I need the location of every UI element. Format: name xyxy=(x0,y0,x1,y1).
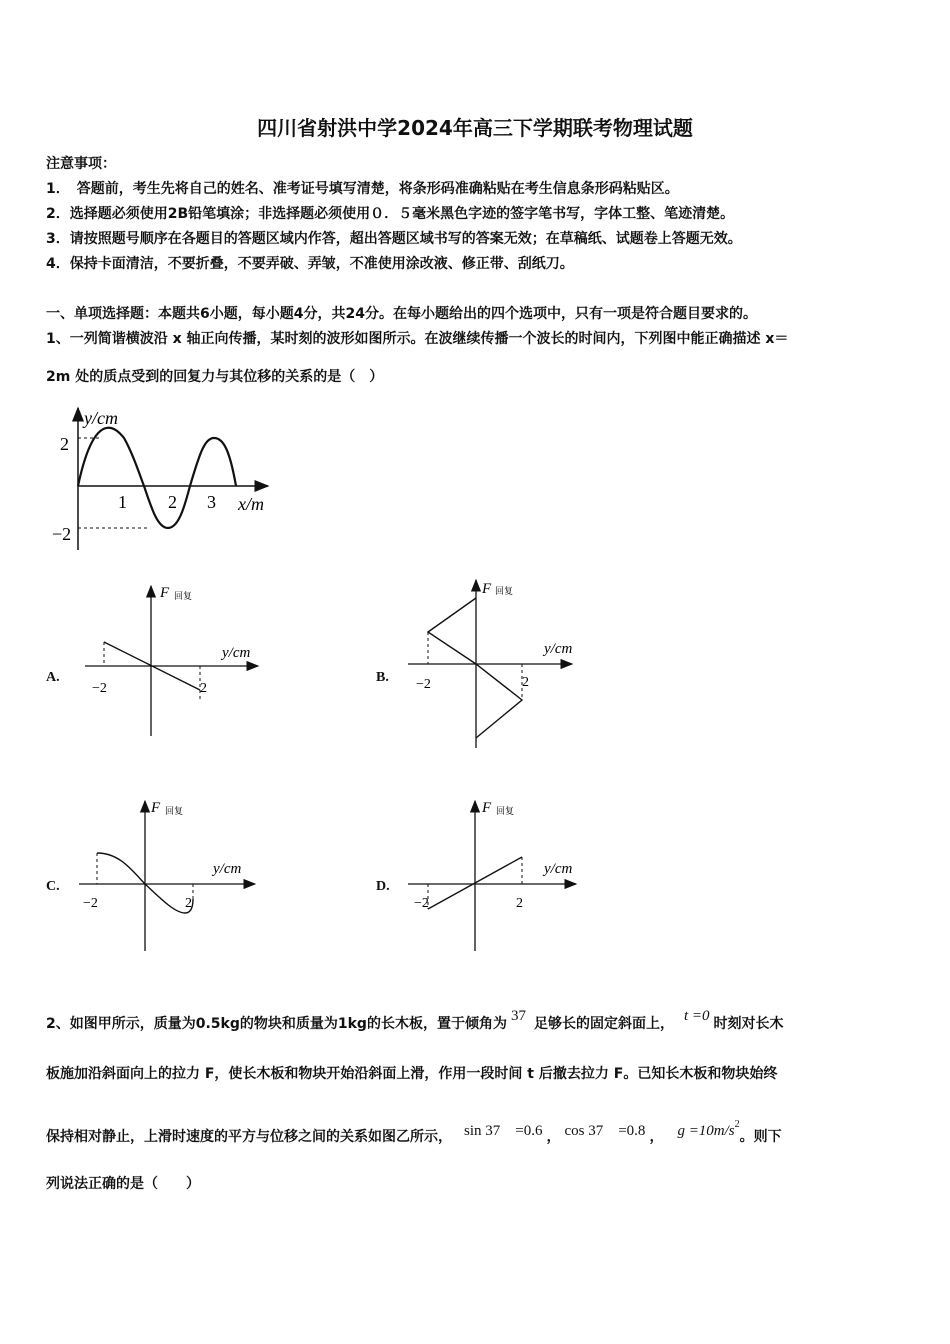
question-2-line-4: 列说法正确的是（ ） xyxy=(46,1176,200,1192)
option-d-graph[interactable] xyxy=(400,795,590,955)
svg-text:2: 2 xyxy=(522,675,529,690)
svg-text:y/cm: y/cm xyxy=(544,641,573,657)
section-heading: 一、单项选择题：本题共6小题，每小题4分，共24分。在每小题给出的四个选项中，只有一项是符合题目要求的。 xyxy=(46,306,757,322)
svg-text:y/cm: y/cm xyxy=(544,861,573,877)
wave-curve xyxy=(78,428,236,528)
svg-text:y/cm: y/cm xyxy=(213,861,242,877)
option-b-label[interactable]: B. xyxy=(376,670,389,685)
svg-text:−2: −2 xyxy=(83,896,98,911)
wave-tick-y-pos: 2 xyxy=(60,434,69,454)
wave-y-label: y/cm xyxy=(84,408,118,428)
option-b-graph[interactable] xyxy=(400,574,590,752)
svg-text:−2: −2 xyxy=(416,677,431,692)
svg-text:F: F xyxy=(482,800,492,816)
svg-text:y/cm: y/cm xyxy=(222,645,251,661)
notice-item-4: 4．保持卡面清洁，不要折叠，不要弄破、弄皱，不准使用涂改液、修正带、刮纸刀。 xyxy=(46,256,574,272)
question-1-line-2: 2m 处的质点受到的回复力与其位移的关系的是（ ） xyxy=(46,369,384,385)
option-c-label[interactable]: C. xyxy=(46,879,60,894)
option-d-label[interactable]: D. xyxy=(376,879,390,894)
wave-tick-x-2: 2 xyxy=(168,492,177,512)
question-1-line-1: 1、一列简谐横波沿 x 轴正向传播，某时刻的波形如图所示。在波继续传播一个波长的时间内，下列图中能正确描述 x＝ xyxy=(46,331,789,347)
svg-text:回复: 回复 xyxy=(496,806,515,816)
option-a-graph[interactable] xyxy=(80,580,270,740)
notice-item-2: 2．选择题必须使用2B铅笔填涂；非选择题必须使用０．５毫米黑色字迹的签字笔书写，字体工整、笔迹清楚。 xyxy=(46,206,735,222)
svg-text:2: 2 xyxy=(185,896,192,911)
svg-text:回复: 回复 xyxy=(174,591,193,601)
notice-heading: 注意事项： xyxy=(46,156,116,172)
wave-tick-x-1: 1 xyxy=(118,492,127,512)
question-2-line-2: 板施加沿斜面向上的拉力 F，使长木板和物块开始沿斜面上滑，作用一段时间 t 后撤去拉力 F。已知长木板和物块始终 xyxy=(46,1066,778,1082)
option-c-graph[interactable] xyxy=(75,795,265,955)
option-a-label[interactable]: A. xyxy=(46,670,60,685)
svg-text:回复: 回复 xyxy=(165,806,184,816)
svg-text:2: 2 xyxy=(200,681,207,696)
notice-item-3: 3．请按照题号顺序在各题目的答题区域内作答，超出答题区域书写的答案无效；在草稿纸、试题卷上答题无效。 xyxy=(46,231,742,247)
svg-text:−2: −2 xyxy=(414,896,429,911)
wave-x-label: x/m xyxy=(238,494,264,514)
wave-tick-x-3: 3 xyxy=(207,492,216,512)
svg-text:F: F xyxy=(482,581,492,597)
svg-text:−2: −2 xyxy=(92,681,107,696)
svg-text:F: F xyxy=(151,800,161,816)
question-2-line-1: 2、如图甲所示，质量为0.5kg的物块和质量为1kg的长木板，置于倾角为 37 足够长的固定斜面上， t =0 时刻对长木 xyxy=(46,1008,784,1032)
wave-tick-y-neg: −2 xyxy=(52,524,72,544)
svg-text:F: F xyxy=(160,585,170,601)
page-title: 四川省射洪中学2024年高三下学期联考物理试题 xyxy=(257,116,693,140)
wave-figure xyxy=(40,400,290,560)
question-2-line-3: 保持相对静止，上滑时速度的平方与位移之间的关系如图乙所示， sin 37 =0.6 ， cos 37 =0.8 ， $g =10m/s^2$。则下 xyxy=(46,1119,782,1145)
notice-item-1: 1． 答题前，考生先将自己的姓名、准考证号填写清楚，将条形码准确粘贴在考生信息条形码粘贴区。 xyxy=(46,181,679,197)
svg-text:2: 2 xyxy=(516,896,523,911)
svg-text:回复: 回复 xyxy=(495,586,514,596)
